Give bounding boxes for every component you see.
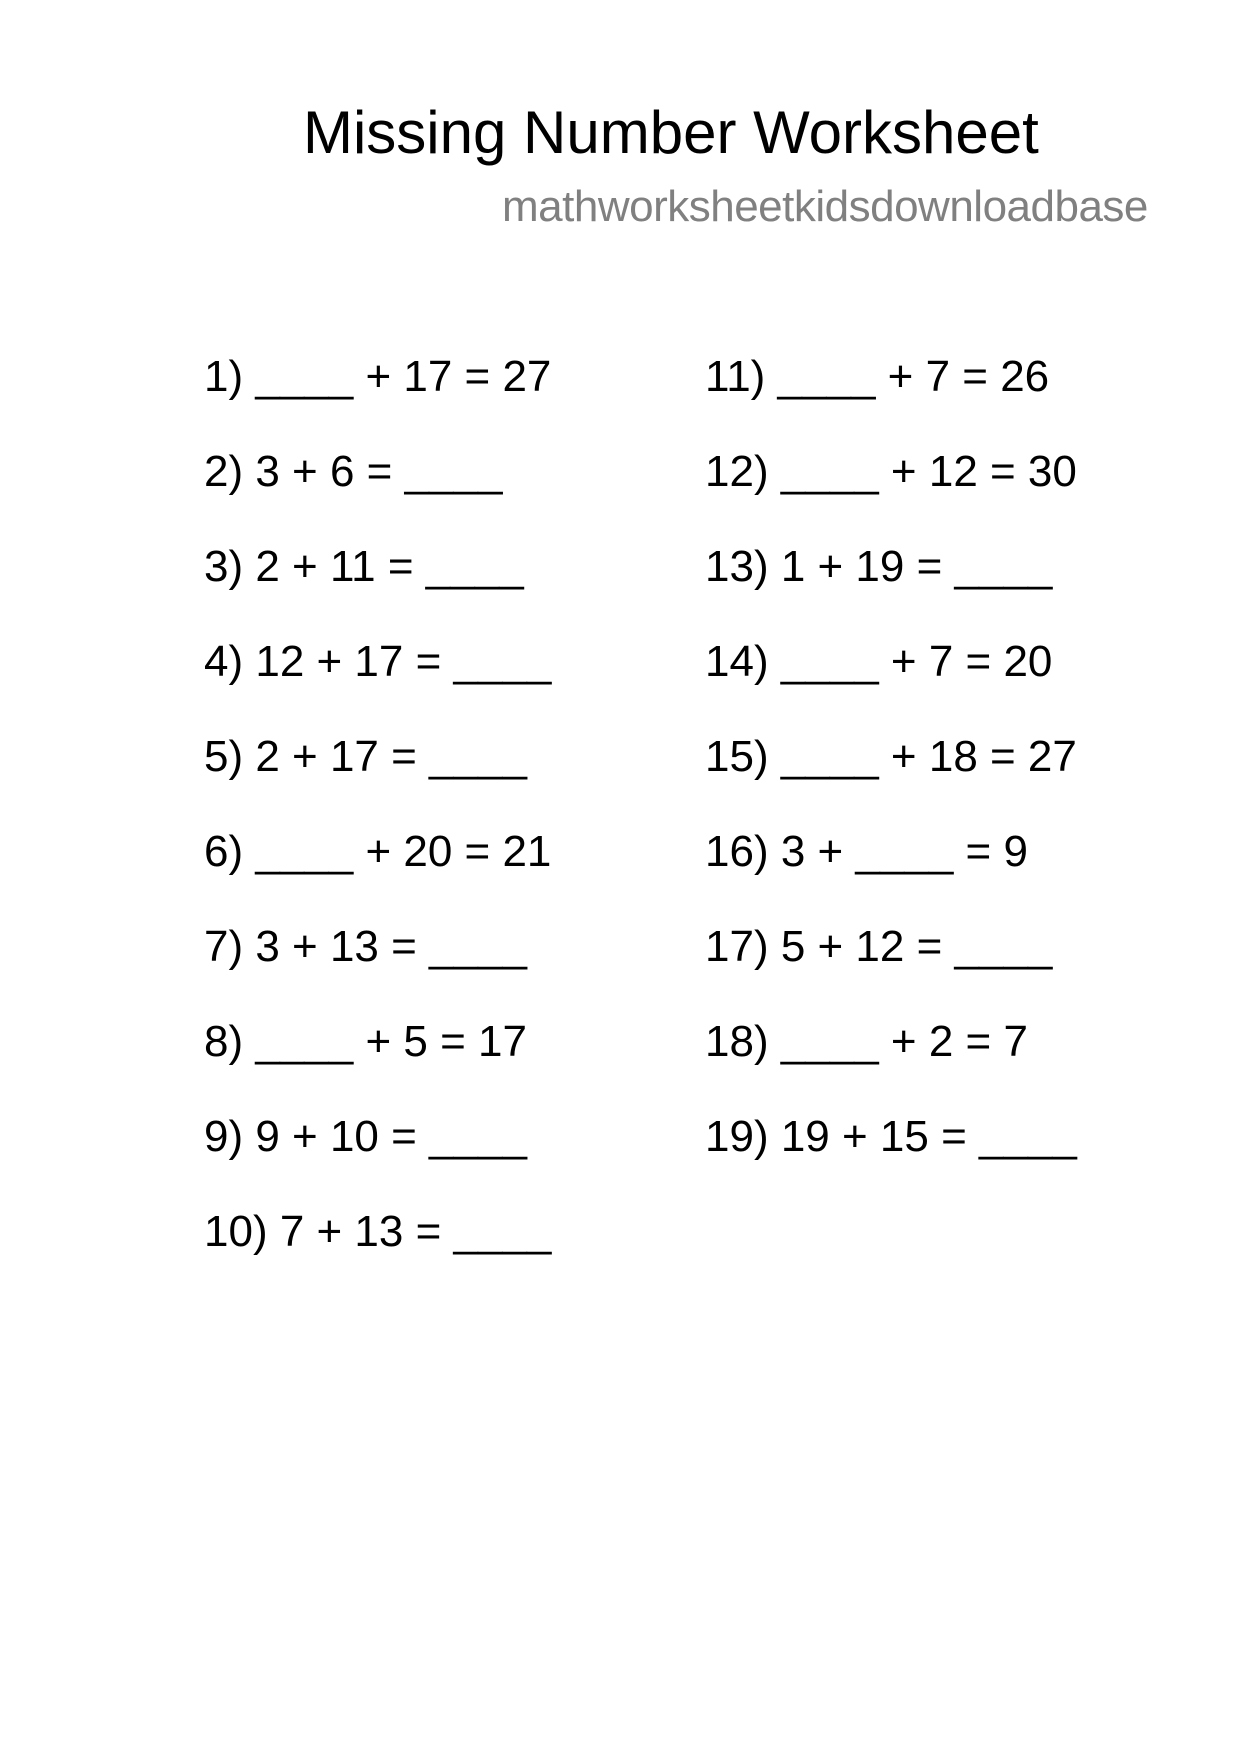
problem-1: 1) ____ + 17 = 27 [204,352,552,401]
page-title: Missing Number Worksheet [303,99,1039,166]
problem-8: 8) ____ + 5 = 17 [204,1017,527,1066]
page-subtitle: mathworksheetkidsdownloadbase [502,182,1148,231]
problem-4: 4) 12 + 17 = ____ [204,637,552,686]
problem-13: 13) 1 + 19 = ____ [705,542,1053,591]
problem-12: 12) ____ + 12 = 30 [705,447,1077,496]
problem-15: 15) ____ + 18 = 27 [705,732,1077,781]
problem-16: 16) 3 + ____ = 9 [705,827,1028,876]
problem-7: 7) 3 + 13 = ____ [204,922,527,971]
problem-18: 18) ____ + 2 = 7 [705,1017,1028,1066]
problem-19: 19) 19 + 15 = ____ [705,1112,1077,1161]
problem-3: 3) 2 + 11 = ____ [204,542,524,591]
problem-2: 2) 3 + 6 = ____ [204,447,503,496]
problem-5: 5) 2 + 17 = ____ [204,732,527,781]
problem-9: 9) 9 + 10 = ____ [204,1112,527,1161]
problem-14: 14) ____ + 7 = 20 [705,637,1053,686]
problem-17: 17) 5 + 12 = ____ [705,922,1053,971]
problem-6: 6) ____ + 20 = 21 [204,827,552,876]
problem-10: 10) 7 + 13 = ____ [204,1207,552,1256]
problem-11: 11) ____ + 7 = 26 [705,352,1050,401]
